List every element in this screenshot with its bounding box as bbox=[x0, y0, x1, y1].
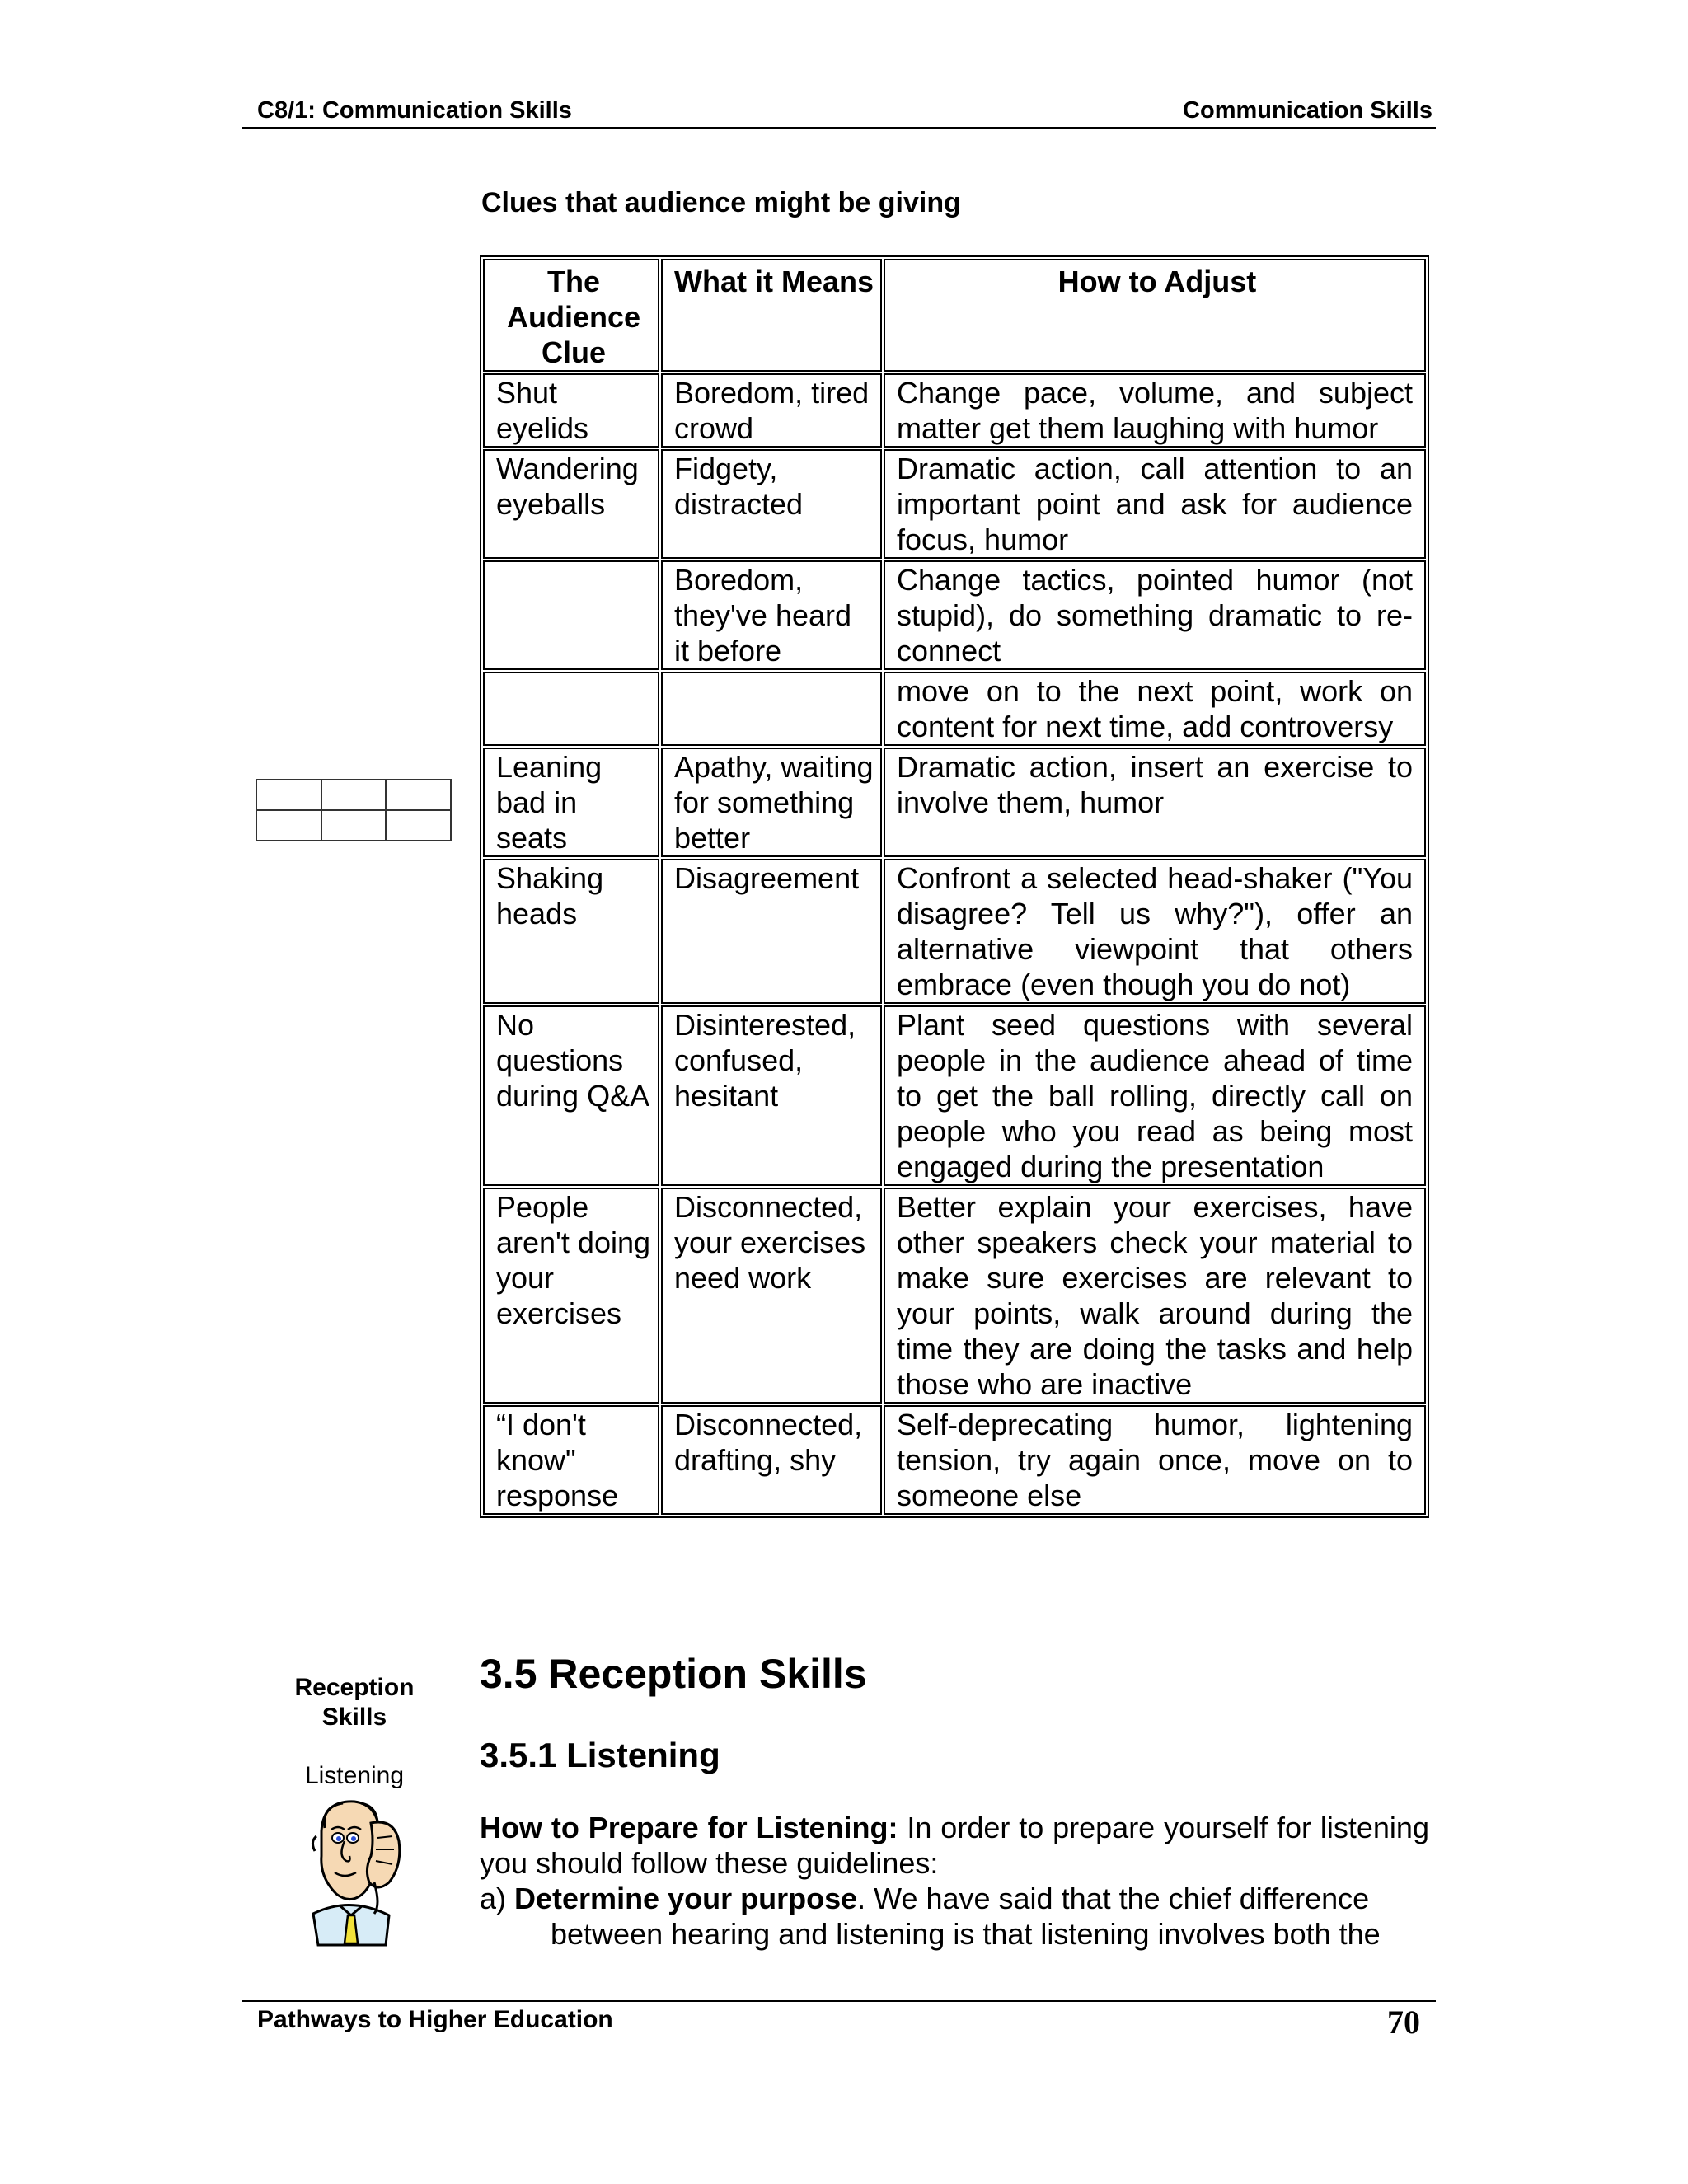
prepare-paragraph bbox=[480, 1810, 1429, 1881]
adjust-cell: Plant seed questions with several people in the audience ahead of time to get the ball rolling, directly call on people who you read as being most engaged during the presentation bbox=[884, 1005, 1426, 1186]
table-row bbox=[483, 560, 1426, 670]
clue-cell: Shaking heads bbox=[483, 859, 659, 1004]
means-cell: Disconnected, drafting, shy bbox=[661, 1405, 882, 1515]
means-cell: Fidgety, distracted bbox=[661, 449, 882, 559]
adjust-cell: Confront a selected head-shaker ("You disagree? Tell us why?"), offer an alternative viewpoint that others embrace (even though you do not) bbox=[884, 859, 1426, 1004]
item-a-marker: a) bbox=[480, 1882, 515, 1915]
clue-cell: Leaning bad in seats bbox=[483, 748, 659, 857]
column-header-adjust: How to Adjust bbox=[884, 259, 1426, 372]
running-header-left: C8/1: Communication Skills bbox=[257, 97, 572, 124]
clue-cell: Wandering eyeballs bbox=[483, 449, 659, 559]
table-row bbox=[483, 1405, 1426, 1515]
clue-cell: “I don't know" response bbox=[483, 1405, 659, 1515]
table-row bbox=[483, 1188, 1426, 1404]
item-a-bold: Determine your purpose bbox=[514, 1882, 858, 1915]
audience-clues-table bbox=[480, 255, 1429, 1518]
running-header-right: Communication Skills bbox=[1183, 97, 1432, 124]
table-header-row bbox=[483, 259, 1426, 372]
table-row bbox=[483, 1005, 1426, 1186]
table-row bbox=[483, 373, 1426, 448]
means-cell: Disinterested, confused, hesitant bbox=[661, 1005, 882, 1186]
adjust-cell: Dramatic action, call attention to an important point and ask for audience focus, humor bbox=[884, 449, 1426, 559]
margin-note-reception: Reception Skills bbox=[294, 1674, 415, 1731]
means-cell bbox=[661, 672, 882, 746]
margin-note-listening: Listening bbox=[304, 1762, 405, 1789]
means-cell: Disagreement bbox=[661, 859, 882, 1004]
footer-title: Pathways to Higher Education bbox=[257, 2006, 613, 2033]
adjust-cell: Self-deprecating humor, lightening tension, try again once, move on to someone else bbox=[884, 1405, 1426, 1515]
table-row bbox=[483, 859, 1426, 1004]
column-header-means: What it Means bbox=[661, 259, 882, 372]
table-row bbox=[483, 449, 1426, 559]
subsection-heading: 3.5.1 Listening bbox=[480, 1736, 720, 1774]
table-row bbox=[483, 748, 1426, 857]
footer-rule bbox=[242, 2000, 1436, 2002]
column-header-clue: The Audience Clue bbox=[483, 259, 659, 372]
table-caption: Clues that audience might be giving bbox=[481, 187, 961, 218]
adjust-cell: Change tactics, pointed humor (not stupid), do something dramatic to re-connect bbox=[884, 560, 1426, 670]
clue-cell: People aren't doing your exercises bbox=[483, 1188, 659, 1404]
adjust-cell: Change pace, volume, and subject matter get them laughing with humor bbox=[884, 373, 1426, 448]
means-cell: Apathy, waiting for something better bbox=[661, 748, 882, 857]
means-cell: Disconnected, your exercises need work bbox=[661, 1188, 882, 1404]
page-number: 70 bbox=[1387, 2004, 1420, 2041]
means-cell: Boredom, they've heard it before bbox=[661, 560, 882, 670]
prepare-lead: How to Prepare for Listening: bbox=[480, 1811, 898, 1844]
item-a-continuation: between hearing and listening is that listening involves both the bbox=[551, 1917, 1381, 1951]
adjust-cell: Better explain your exercises, have other speakers check your material to make sure exercises are relevant to your points, walk around during the time they are doing the tasks and help those who are inactive bbox=[884, 1188, 1426, 1404]
decorative-grid bbox=[256, 779, 452, 841]
clue-cell bbox=[483, 672, 659, 746]
means-cell: Boredom, tired crowd bbox=[661, 373, 882, 448]
header-rule bbox=[242, 127, 1436, 129]
adjust-cell: Dramatic action, insert an exercise to involve them, humor bbox=[884, 748, 1426, 857]
prepare-text: In order to prepare yourself for listening you should follow these guidelines: bbox=[480, 1811, 1429, 1880]
adjust-cell: move on to the next point, work on content for next time, add controversy bbox=[884, 672, 1426, 746]
clue-cell bbox=[483, 560, 659, 670]
item-a-text: . We have said that the chief difference bbox=[857, 1882, 1370, 1915]
table-row bbox=[483, 672, 1426, 746]
clue-cell: No questions during Q&A bbox=[483, 1005, 659, 1186]
clue-cell: Shut eyelids bbox=[483, 373, 659, 448]
section-heading: 3.5 Reception Skills bbox=[480, 1651, 867, 1697]
listening-man-icon bbox=[288, 1790, 412, 1947]
list-item-a bbox=[480, 1881, 1429, 1952]
